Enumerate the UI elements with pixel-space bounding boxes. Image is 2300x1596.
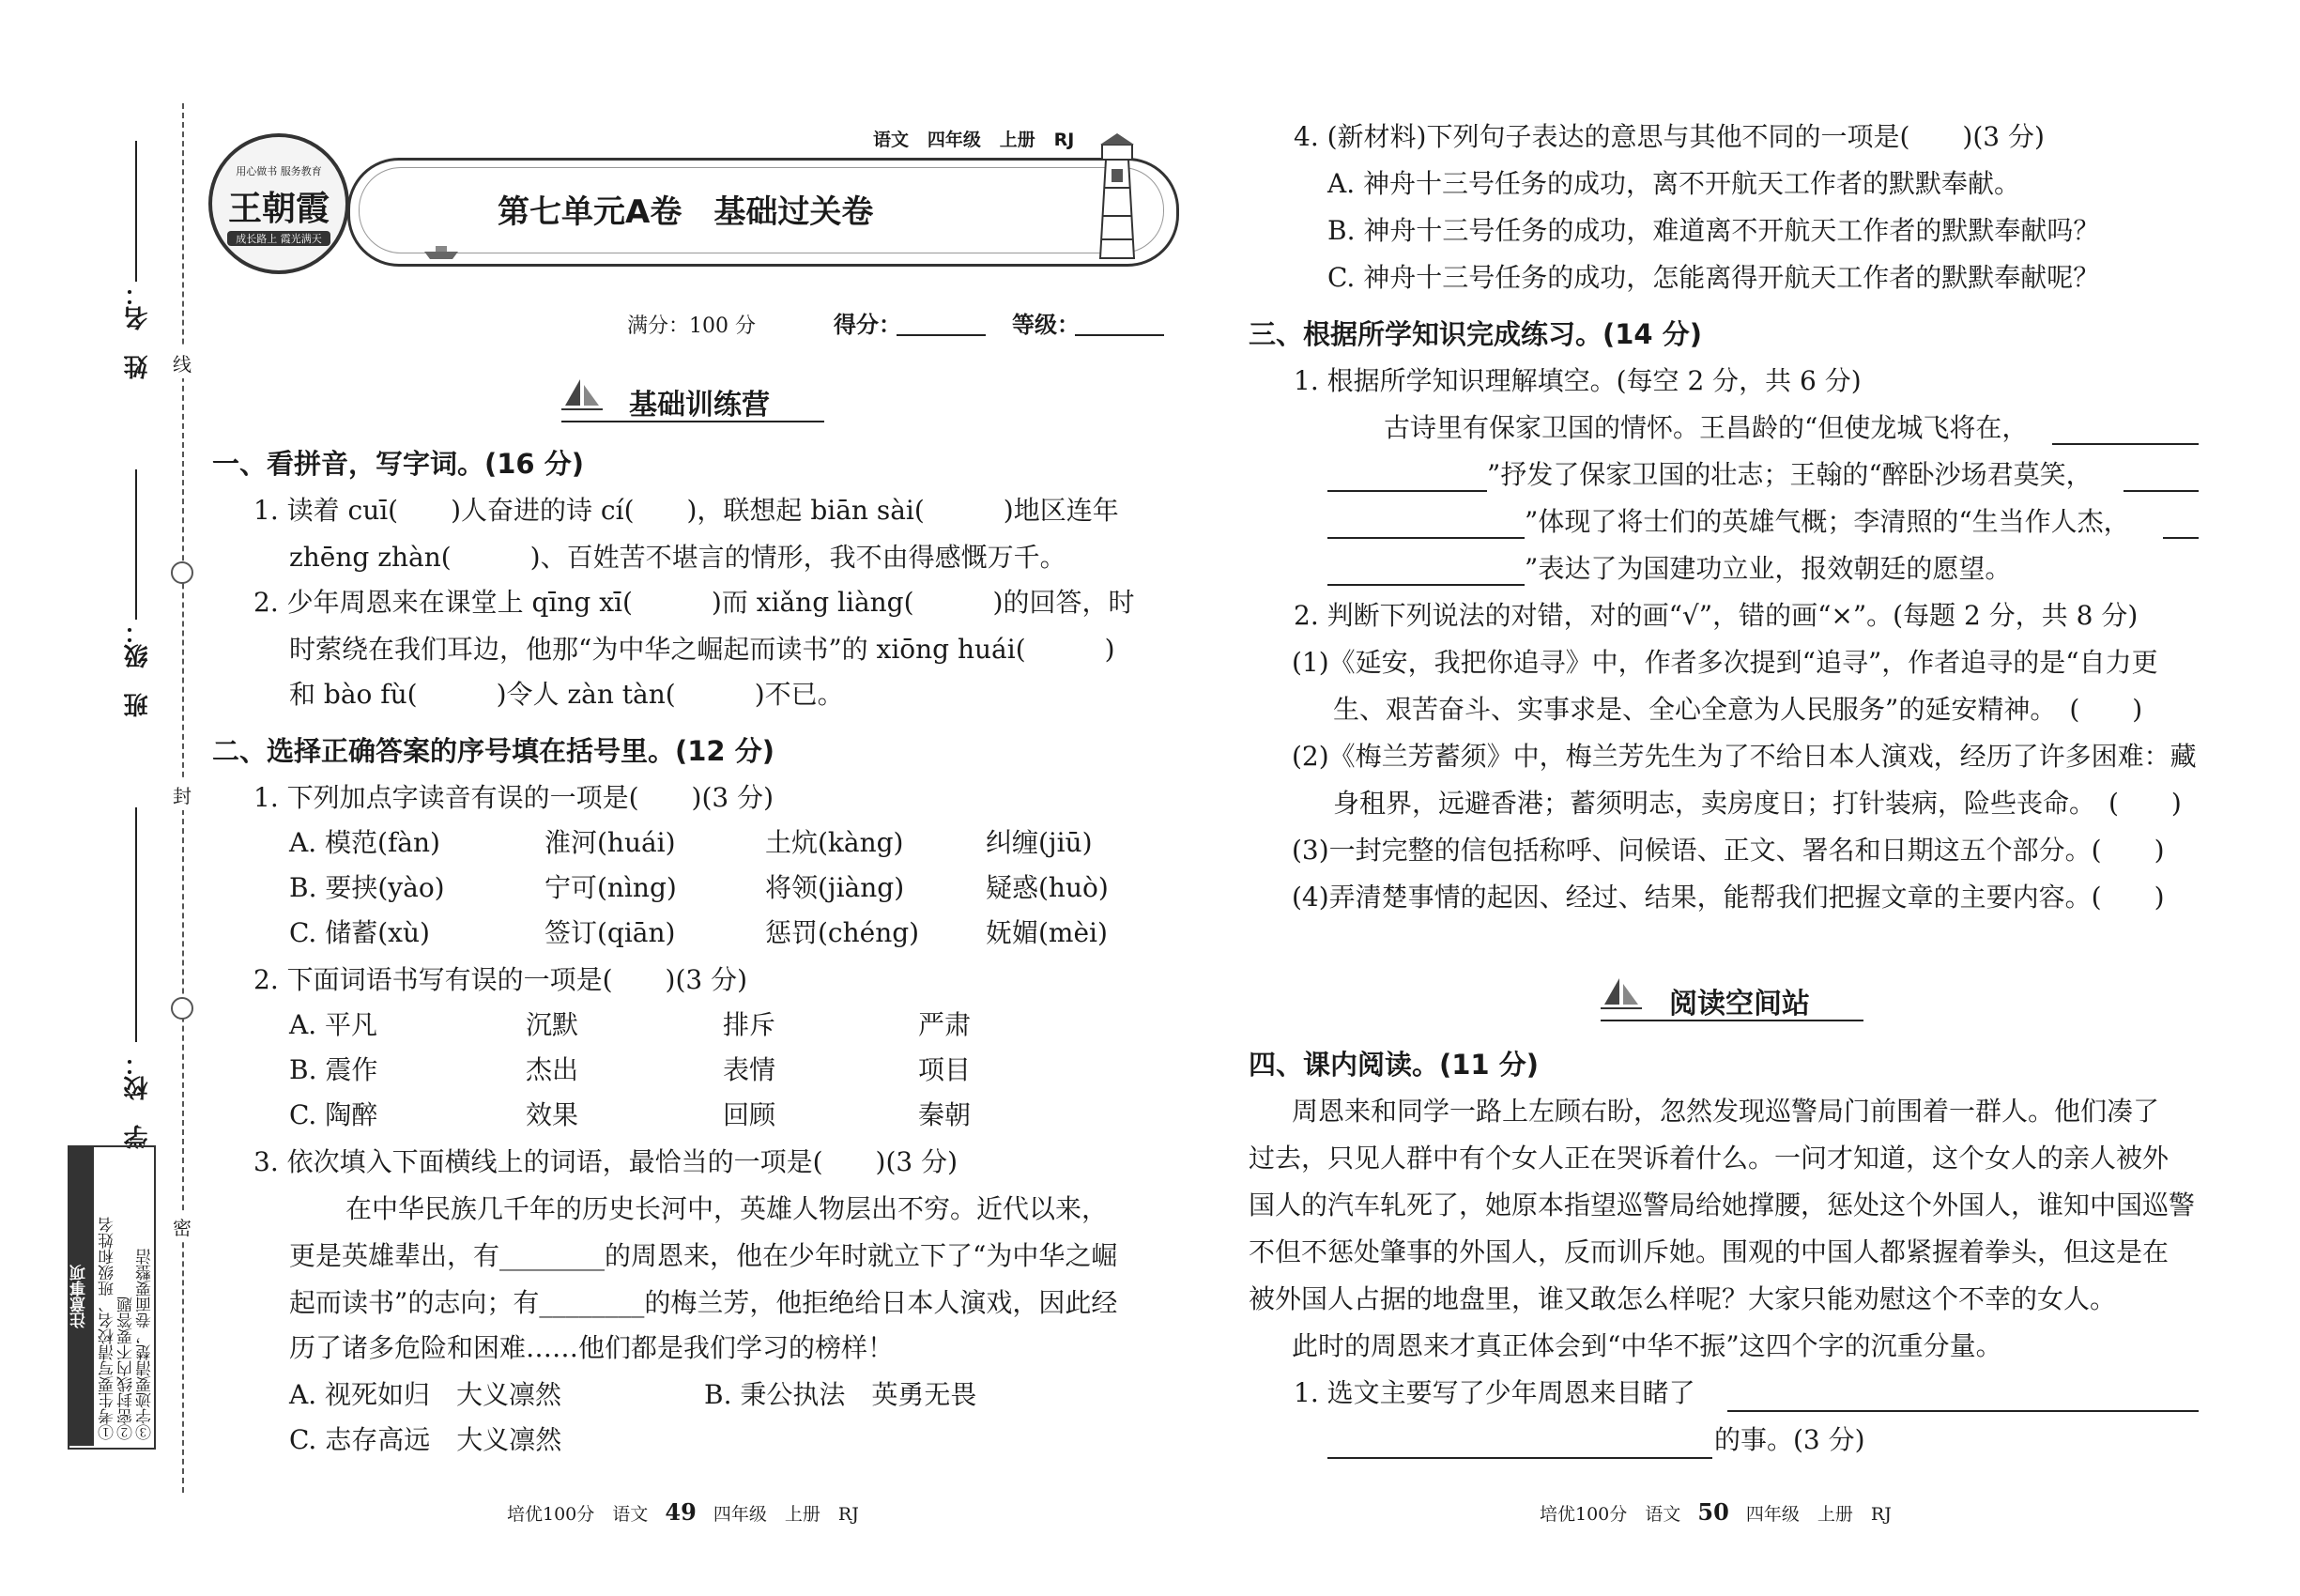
q3-sub2: 2. 判断下列说法的对错，对的画“√”，错的画“×”。(每题 2 分，共 8 分) — [1294, 600, 2139, 631]
option-cell: 土炕(kàng) — [765, 827, 904, 858]
q1-line-5: 和 bào fù( )令人 zàn tàn( )不已。 — [289, 679, 844, 710]
q2-sub3-para-1: 在中华民族几千年的历史长河中，英雄人物层出不穷。近代以来， — [345, 1193, 1109, 1224]
cut-mark-xian: 线 — [173, 347, 192, 378]
q1-line-2: zhēng zhàn( )、百姓苦不堪言的情形，我不由得感慨万千。 — [289, 542, 1066, 573]
fill-blank-1b[interactable] — [1327, 490, 1487, 492]
q2-sub3: 3. 依次填入下面横线上的词语，最恰当的一项是( )(3 分) — [253, 1146, 958, 1177]
option-cell: 签订(qiān) — [544, 917, 676, 948]
q3-fill-line-3: ”体现了将士们的英雄气概；李清照的“生当作人杰， — [1525, 506, 2130, 537]
binding-hole-2 — [171, 997, 193, 1020]
q1-line-1: 1. 读着 cuī( )人奋进的诗 cí( )，联想起 biān sài( )地区连年 — [253, 495, 1119, 526]
option-cell: 严肃 — [918, 1009, 972, 1040]
option-cell: 排斥 — [723, 1009, 776, 1040]
answer-line-1[interactable] — [1727, 1410, 2199, 1412]
option-cell: A. 平凡 — [289, 1009, 378, 1040]
q2-sub3-option-c: C. 志存高远 大义凛然 — [289, 1424, 562, 1455]
logo-text: 王朝霞 — [227, 189, 330, 228]
q2-sub3-option-b: B. 秉公执法 英勇无畏 — [704, 1379, 977, 1410]
logo-bottom-text: 成长路上 霞光满天 — [227, 231, 330, 246]
judge-2b: 身租界，远避香港；蓄须明志，卖房度日；打针装病，险些丧命。 ( ) — [1333, 788, 2182, 819]
q2-sub3-para-2: 更是英雄辈出，有________的周恩来，他在少年时就立下了“为中华之崛 — [289, 1240, 1118, 1271]
q3-title: 三、根据所学知识完成练习。(14 分) — [1249, 318, 1702, 350]
meta-grade: 四年级 — [927, 130, 981, 150]
score-field[interactable] — [897, 334, 986, 336]
section-banner-basic: 基础训练营 — [629, 389, 770, 422]
judge-4: (4)弄清楚事情的起因、经过、结果，能帮我们把握文章的主要内容。( ) — [1292, 882, 2165, 913]
q5-para-2: 过去，只见人群中有个女人正在哭诉着什么。一问才知道，这个女人的亲人被外 — [1249, 1143, 2170, 1174]
option-cell: 淮河(huái) — [544, 827, 676, 858]
score-label: 得分： — [834, 311, 901, 338]
option-cell: C. 储蓄(xù) — [289, 917, 430, 948]
option-cell: 沉默 — [526, 1009, 579, 1040]
footer-meta: 四年级 上册 RJ — [713, 1504, 859, 1525]
q3-fill-line-2: ”抒发了保家卫国的壮志；王翰的“醉卧沙场君莫笑， — [1487, 459, 2093, 490]
option-cell: 表情 — [723, 1054, 776, 1085]
q5-para-5: 被外国人占据的地盘里，谁又敢怎么样呢？大家只能劝慰这个不幸的女人。 — [1249, 1283, 2117, 1314]
boat-icon — [422, 242, 460, 261]
option-cell: B. 震作 — [289, 1054, 378, 1085]
fill-blank-3b[interactable] — [1327, 584, 1525, 586]
q2-sub3-para-4: 历了诸多危险和困难……他们都是我们学习的榜样！ — [289, 1332, 895, 1363]
option-cell: 宁可(nìng) — [544, 872, 677, 903]
meta-volume: 上册 — [999, 130, 1035, 150]
footer-book: 培优100分 语文 — [1540, 1504, 1681, 1525]
judge-2a: (2)《梅兰芳蓄须》中，梅兰芳先生为了不给日本人演戏，经历了许多困难：藏 — [1292, 741, 2197, 772]
q5-sub1-end: 的事。(3 分) — [1714, 1424, 1865, 1455]
q5-para-4: 不但不惩处肇事的外国人，反而训斥她。围观的中国人都紧握着拳头，但这是在 — [1249, 1236, 2170, 1267]
sailboat-icon — [1601, 976, 1642, 1014]
fill-blank-2[interactable] — [2124, 490, 2199, 492]
option-cell: 妩媚(mèi) — [986, 917, 1108, 948]
option-cell: 秦朝 — [918, 1099, 972, 1130]
grade-field[interactable] — [1075, 334, 1164, 336]
q4-title: 4. (新材料)下列句子表达的意思与其他不同的一项是( )(3 分) — [1294, 121, 2045, 152]
notice-item-1: ①考生要写清校名、班级和姓名 — [99, 1217, 117, 1440]
q2-sub1: 1. 下列加点字读音有误的一项是( )(3 分) — [253, 782, 774, 813]
q4-option-b: B. 神舟十三号任务的成功，难道离不开航天工作者的默默奉献吗？ — [1327, 215, 2100, 246]
footer-meta: 四年级 上册 RJ — [1745, 1504, 1892, 1525]
option-cell: 杰出 — [526, 1054, 579, 1085]
q3-sub1: 1. 根据所学知识理解填空。(每空 2 分，共 6 分) — [1294, 365, 1862, 396]
q1-line-3: 2. 少年周恩来在课堂上 qīng xī( )而 xiǎng liàng( )的回答，时 — [253, 587, 1135, 618]
page-number: 49 — [665, 1498, 697, 1526]
q4-option-a: A. 神舟十三号任务的成功，离不开航天工作者的默默奉献。 — [1327, 168, 2021, 199]
binding-hole-1 — [171, 561, 193, 584]
logo-top-text: 用心做书 服务教育 — [236, 165, 322, 177]
fill-blank-3[interactable] — [2163, 537, 2199, 539]
option-cell: 将领(jiàng) — [765, 872, 905, 903]
class-label: 班 级： — [124, 620, 152, 717]
q2-sub2: 2. 下面词语书写有误的一项是( )(3 分) — [253, 964, 748, 995]
logo — [208, 133, 349, 274]
footer-left — [507, 1498, 859, 1526]
option-cell: 纠缠(jiū) — [986, 827, 1093, 858]
class-field[interactable] — [135, 469, 137, 620]
q5-sub1: 1. 选文主要写了少年周恩来目睹了 — [1294, 1377, 1695, 1408]
lighthouse-icon — [1080, 131, 1155, 263]
meta-subject: 语文 — [873, 130, 910, 150]
judge-3: (3)一封完整的信包括称呼、问候语、正文、署名和日期这五个部分。( ) — [1292, 835, 2165, 866]
q1-title: 一、看拼音，写字词。(16 分) — [212, 448, 584, 480]
page-number: 50 — [1697, 1498, 1729, 1526]
q1-line-4: 时萦绕在我们耳边，他那“为中华之崛起而读书”的 xiōng huái( ) — [289, 634, 1115, 665]
option-cell: 惩罚(chéng) — [765, 917, 920, 948]
fill-blank-2b[interactable] — [1327, 537, 1525, 539]
name-field[interactable] — [135, 141, 137, 282]
q2-sub3-para-3: 起而读书”的志向；有________的梅兰芳，他拒绝给日本人演戏，因此经 — [289, 1287, 1118, 1318]
judge-1b: 生、艰苦奋斗、实事求是、全心全意为人民服务”的延安精神。 ( ) — [1333, 694, 2143, 725]
grade-label: 等级： — [1012, 311, 1080, 338]
option-cell: C. 陶醉 — [289, 1099, 378, 1130]
q5-para-6: 此时的周恩来才真正体会到“中华不振”这四个字的沉重分量。 — [1292, 1330, 2002, 1361]
judge-1a: (1)《延安，我把你追寻》中，作者多次提到“追寻”，作者追寻的是“自力更 — [1292, 647, 2158, 678]
option-cell: 效果 — [526, 1099, 579, 1130]
meta-edition: RJ — [1053, 130, 1075, 150]
q5-para-1: 周恩来和同学一路上左顾右盼，忽然发现巡警局门前围着一群人。他们凑了 — [1292, 1096, 2160, 1127]
school-label: 学 校： — [124, 1051, 152, 1149]
q4-option-c: C. 神舟十三号任务的成功，怎能离得开航天工作者的默默奉献呢？ — [1327, 262, 2100, 293]
notice-item-2: ②密封线内不要答题 — [117, 1297, 136, 1440]
cut-mark-mi: 密 — [173, 1211, 192, 1242]
footer-book: 培优100分 语文 — [507, 1504, 649, 1525]
q5-title: 四、课内阅读。(11 分) — [1249, 1049, 1539, 1081]
option-cell: 项目 — [918, 1054, 972, 1085]
q5-para-3: 国人的汽车轧死了，她原本指望巡警局给她撑腰，惩处这个外国人，谁知中国巡警 — [1249, 1189, 2196, 1220]
full-score: 满分：100 分 — [627, 315, 756, 338]
notice-box — [68, 1145, 156, 1450]
q3-fill-line-1: 古诗里有保家卫国的情怀。王昌龄的“但使龙城飞将在， — [1384, 412, 2029, 443]
section-banner-underline — [561, 421, 824, 422]
notice-item-3: ③字迹要清楚，卷面要整洁 — [136, 1249, 155, 1440]
school-field[interactable] — [135, 807, 137, 1042]
name-label: 姓 名： — [124, 282, 152, 379]
section-banner-underline — [1601, 1020, 1863, 1021]
footer-right — [1540, 1498, 1892, 1526]
notice-title: 注意事项 — [69, 1147, 94, 1446]
option-cell: B. 要挟(yào) — [289, 872, 445, 903]
answer-line-2[interactable] — [1327, 1457, 1712, 1459]
option-cell: 回顾 — [723, 1099, 776, 1130]
cut-mark-feng: 封 — [173, 779, 192, 810]
fill-blank-1[interactable] — [2052, 443, 2199, 445]
option-cell: A. 模范(fàn) — [289, 827, 440, 858]
q2-sub3-option-a: A. 视死如归 大义凛然 — [289, 1379, 562, 1410]
q3-fill-line-4: ”表达了为国建功立业，报效朝廷的愿望。 — [1525, 553, 2012, 584]
page-title: 第七单元A卷 基础过关卷 — [498, 193, 874, 231]
sailboat-icon — [561, 377, 603, 415]
option-cell: 疑惑(huò) — [986, 872, 1109, 903]
header-meta — [873, 126, 1074, 151]
q2-title: 二、选择正确答案的序号填在括号里。(12 分) — [212, 735, 774, 767]
section-banner-reading: 阅读空间站 — [1669, 988, 1810, 1021]
